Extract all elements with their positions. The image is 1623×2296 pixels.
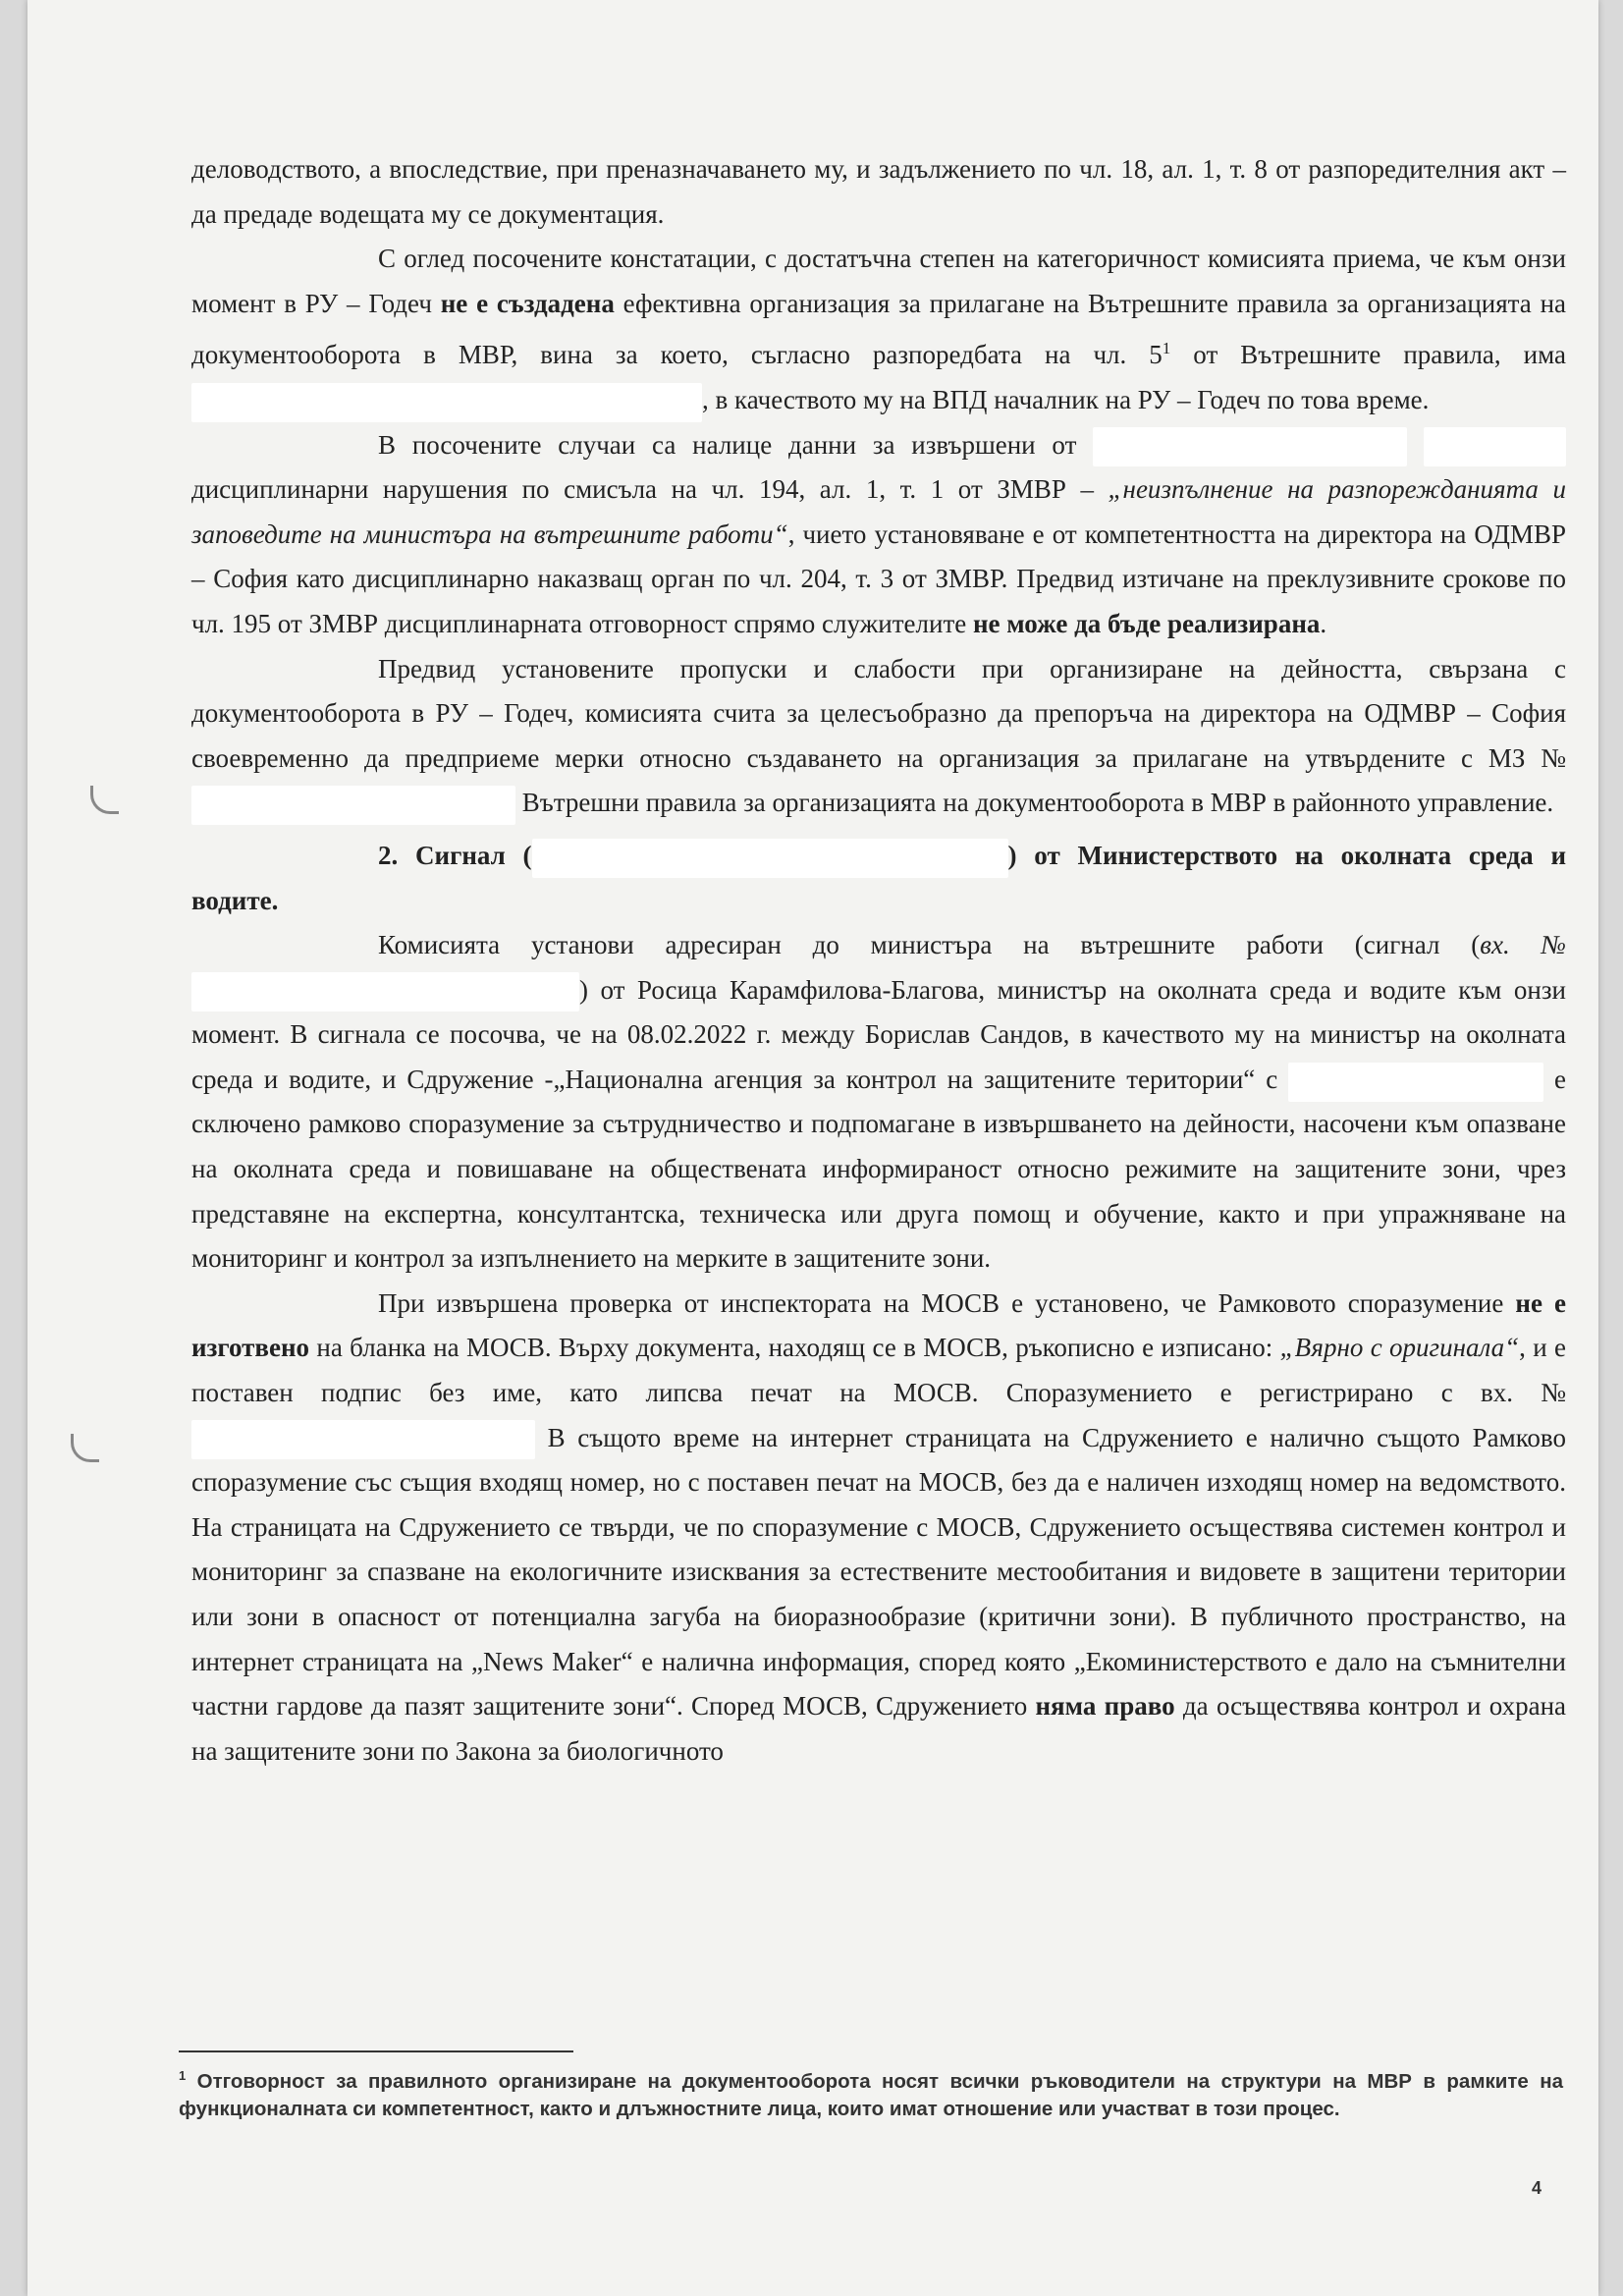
footnote: $^1$ Отговорност за правилното организиране на документооборота носят всички ръководители на структури на МВР в рамките на функционалната си компетентност, както и длъжностните лица, които имат отношение или участват в този процес. [179, 2068, 1563, 2120]
redacted-block [532, 839, 1008, 878]
paragraph-3: В посочените случаи са налице данни за извършени от дисциплинарни нарушения по смисъла на чл. 194, ал. 1, т. 1 от ЗМВР – „неизпълнение на разпорежданията и заповедите на министъра на вътрешните работи“, чието установяване е от компетентността на директора на ОДМВР – София като дисциплинарно наказващ орган по чл. 204, т. 3 от ЗМВР. Предвид изтичане на преклузивните срокове по чл. 195 от ЗМВР дисциплинарната отговорност спрямо служителите не може да бъде реализирана. [191, 423, 1566, 647]
redacted-block [191, 972, 579, 1011]
paragraph-1: деловодството, а впоследствие, при преназначаването му, и задължението по чл. 18, ал. 1, т. 8 от разпоредителния акт – да предаде водещата му се документация. [191, 154, 1566, 229]
page-number: 4 [1532, 2178, 1542, 2198]
redacted-block [1424, 427, 1566, 466]
document-body [191, 147, 1566, 1774]
section-heading: 2. Сигнал ( ) от Министерството на околната среда и водите. [191, 834, 1566, 923]
paragraph-4: Предвид установените пропуски и слабости при организиране на дейността, свързана с документооборота в РУ – Годеч, комисията счита за целесъобразно да препоръча на директора на ОДМВР – София своевременно да предприеме мерки относно създаването на организация за прилагане на утвърдените с МЗ № Вътрешни правила за организацията на документооборота в МВР в районното управление. [191, 647, 1566, 826]
redacted-block [191, 786, 515, 825]
redacted-block [191, 1420, 535, 1459]
redacted-block [191, 383, 702, 422]
paragraph-2: С оглед посочените констатации, с достатъчна степен на категоричност комисията приема, че към онзи момент в РУ – Годеч не е създадена ефективна организация за прилагане на Вътрешните правила за организацията на документооборота в МВР, вина за което, съгласно разпоредбата на чл. $5^1$ от Вътрешните правила, има , в качеството му на ВПД началник на РУ – Годеч по това време. [191, 237, 1566, 422]
footnote-ref: 1 [1162, 339, 1171, 358]
paragraph-5: Комисията установи адресиран до министъра на вътрешните работи (сигнал (вх. № ) от Росица Карамфилова-Благова, министър на околната среда и водите към онзи момент. В сигнала се посочва, че на 08.02.2022 г. между Борислав Сандов, в качеството му на министър на околната среда и водите, и Сдружение -„Национална агенция за контрол на защитените територии“ с е сключено рамково споразумение за сътрудничество и подпомагане в извършването на дейности, насочени към опазване на околната среда и повишаване на обществената информираност относно режимите на защитените зони, чрез представяне на експертна, консултантска, техническа или друга помощ и обучение, както и при упражняване на мониторинг и контрол за изпълнението на мерките в защитените зони. [191, 930, 1567, 1274]
footnote-separator [179, 2050, 573, 2052]
paragraph-6: При извършена проверка от инспектората на МОСВ е установено, че Рамковото споразумение не е изготвено на бланка на МОСВ. Върху документа, находящ се в МОСВ, ръкописно е изписано: „Вярно с оригинала“, и е поставен подпис без име, като липсва печат на МОСВ. Споразумението е регистрирано с вх. № В същото време на интернет страницата на Сдружението е налично същото Рамково споразумение със същия входящ номер, но с поставен печат на МОСВ, без да е наличен изходящ номер на ведомството. На страницата на Сдружението се твърди, че по споразумение с МОСВ, Сдружението осъществява системен контрол и мониторинг за спазване на екологичните изисквания за естествените местообитания и видовете в защитени територии или зони в опасност от потенциална загуба на биоразнообразие (критични зони). В публичното пространство, на интернет страницата на „News Maker“ е налична информация, според която „Екоминистерството е дало на съмнителни частни гардове да пазят защитените зони“. Според МОСВ, Сдружението няма право да осъществява контрол и охрана на защитените зони по Закона за биологичното [191, 1287, 1566, 1766]
redacted-block [1288, 1063, 1543, 1102]
redacted-block [1093, 427, 1407, 466]
